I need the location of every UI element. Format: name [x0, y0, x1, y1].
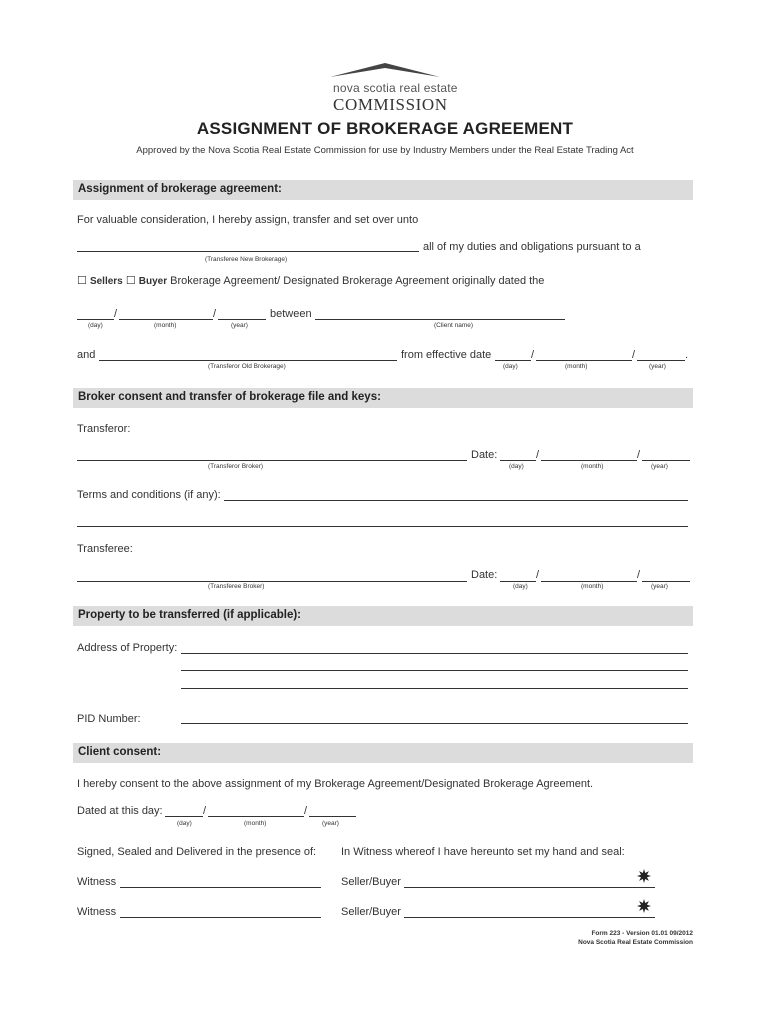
client-name-label: (Client name) [434, 322, 474, 329]
transferee-day-label: (day) [513, 583, 528, 590]
witness-label-2: Witness [77, 906, 117, 918]
section-assignment-header [73, 180, 693, 200]
footer-form-version: Form 223 - Version 01.01 09/2012 [591, 930, 693, 937]
witness-field-1[interactable] [120, 887, 321, 888]
address-field-2[interactable] [181, 670, 688, 671]
transferee-brokerage-field[interactable] [77, 251, 419, 252]
page-subtitle: Approved by the Nova Scotia Real Estate Commission for use by Industry Members under the Real Estate Trading Act [136, 145, 634, 156]
buyer-label: Buyer [138, 276, 168, 287]
section-property-heading: Property to be transferred (if applicable): [78, 609, 302, 621]
seal-icon [637, 869, 651, 883]
duties-text: all of my duties and obligations pursuant to a [423, 241, 641, 253]
day-label: (day) [88, 322, 103, 329]
transferor-year-label: (year) [651, 463, 668, 470]
transferee-month-label: (month) [581, 583, 604, 590]
consent-month-field[interactable] [208, 816, 304, 817]
consent-day-label: (day) [177, 820, 192, 827]
transferor-month-field[interactable] [541, 460, 637, 461]
page-title: ASSIGNMENT OF BROKERAGE AGREEMENT [196, 119, 574, 138]
witness-label-1: Witness [77, 876, 117, 888]
seal-icon [637, 899, 651, 913]
consent-month-label: (month) [244, 820, 267, 827]
agreement-type-line [77, 274, 544, 287]
eff-year-field[interactable] [637, 360, 685, 361]
eff-day-field[interactable] [495, 360, 531, 361]
transferee-broker-label: (Transferee Broker) [208, 583, 265, 590]
transferor-month-label: (month) [581, 463, 604, 470]
consent-year-field[interactable] [309, 816, 356, 817]
transferor-broker-field[interactable] [77, 460, 467, 461]
terms-label: Terms and conditions (if any): [77, 489, 221, 501]
logo-roof-icon [330, 62, 440, 80]
buyer-checkbox[interactable]: ☐ [125, 275, 136, 287]
month-label: (month) [154, 322, 177, 329]
sellers-label: Sellers [89, 276, 123, 287]
address-field-3[interactable] [181, 688, 688, 689]
transferor-label: Transferor: [77, 423, 131, 435]
seller-buyer-label-1: Seller/Buyer [341, 876, 401, 888]
terms-field-1[interactable] [224, 500, 688, 501]
transferee-month-field[interactable] [541, 581, 637, 582]
transferor-date-label: Date: [471, 449, 498, 461]
eff-month-label: (month) [565, 363, 588, 370]
seller-buyer-field-2[interactable] [404, 917, 655, 918]
section-assignment-heading: Assignment of brokerage agreement: [78, 183, 282, 195]
orig-month-field[interactable] [119, 319, 213, 320]
seller-buyer-label-2: Seller/Buyer [341, 906, 401, 918]
transferor-year-field[interactable] [642, 460, 690, 461]
transferor-day-field[interactable] [500, 460, 536, 461]
witness-field-2[interactable] [120, 917, 321, 918]
sellers-checkbox[interactable]: ☐ [77, 275, 87, 287]
terms-field-2[interactable] [77, 526, 688, 527]
transferee-year-field[interactable] [642, 581, 690, 582]
consent-text: I hereby consent to the above assignment of my Brokerage Agreement/Designated Brokerage Agreement. [77, 778, 594, 790]
address-field-1[interactable] [181, 653, 688, 654]
orig-day-field[interactable] [77, 319, 114, 320]
transferee-label: Transferee: [77, 543, 133, 555]
transferor-broker-label: (Transferor Broker) [208, 463, 264, 470]
section-property-header [73, 606, 693, 626]
eff-month-field[interactable] [536, 360, 632, 361]
transferor-day-label: (day) [509, 463, 524, 470]
section-client-consent-heading: Client consent: [78, 746, 162, 758]
year-label: (year) [231, 322, 248, 329]
section-broker-consent-header [73, 388, 693, 408]
and-text: and [77, 349, 96, 361]
section-broker-consent-heading: Broker consent and transfer of brokerage file and keys: [78, 391, 381, 403]
witness-whereof-text: In Witness whereof I have hereunto set my hand and seal: [341, 846, 625, 858]
pid-field[interactable] [181, 723, 688, 724]
transferee-date-label: Date: [471, 569, 498, 581]
transferee-day-field[interactable] [500, 581, 536, 582]
pid-label: PID Number: [77, 713, 141, 725]
transferor-brokerage-field[interactable] [99, 360, 397, 361]
logo-subtitle: nova scotia real estate [333, 81, 458, 95]
between-text: between [270, 308, 312, 320]
consent-day-field[interactable] [165, 816, 203, 817]
dated-label: Dated at this day: [77, 805, 163, 817]
eff-year-label: (year) [649, 363, 666, 370]
consent-year-label: (year) [322, 820, 339, 827]
agreement-text: Brokerage Agreement/ Designated Brokerage Agreement originally dated the [170, 275, 545, 287]
address-label: Address of Property: [77, 642, 178, 654]
section-client-consent-header [73, 743, 693, 763]
orig-year-field[interactable] [218, 319, 266, 320]
from-effective-text: from effective date [401, 349, 492, 361]
transferor-brokerage-label: (Transferor Old Brokerage) [208, 363, 286, 370]
eff-day-label: (day) [503, 363, 518, 370]
signed-text: Signed, Sealed and Delivered in the presence of: [77, 846, 317, 858]
logo-name: COMMISSION [333, 95, 448, 114]
client-name-field[interactable] [315, 319, 565, 320]
transferee-brokerage-label: (Transferee New Brokerage) [205, 256, 288, 263]
seller-buyer-field-1[interactable] [404, 887, 655, 888]
consideration-text: For valuable consideration, I hereby assign, transfer and set over unto [77, 214, 419, 226]
footer-org: Nova Scotia Real Estate Commission [578, 939, 693, 946]
transferee-year-label: (year) [651, 583, 668, 590]
transferee-broker-field[interactable] [77, 581, 467, 582]
